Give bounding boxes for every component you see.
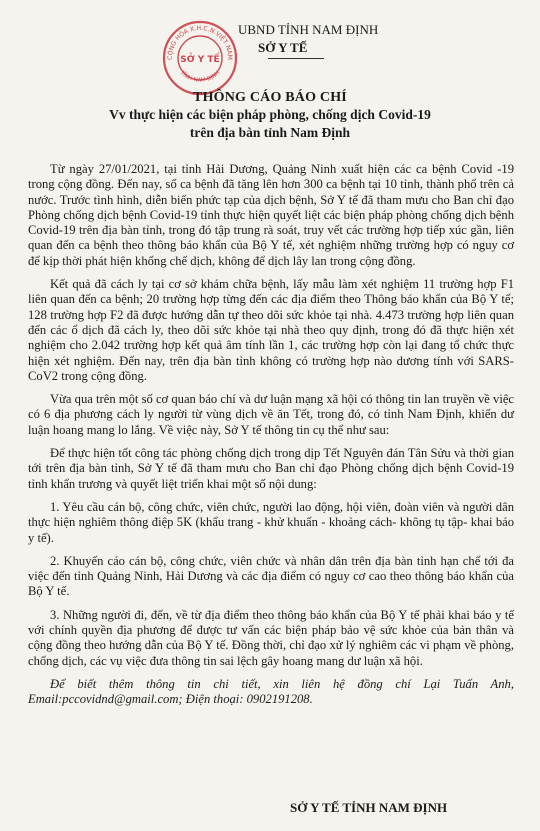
list-item: 1. Yêu cầu cán bộ, công chức, viên chức, người lao động, hội viên, đoàn viên và người dân thực hiện nghiêm thông điệp 5K (khẩu trang - khử khuẩn - khoảng cách- không tụ tập- khai báo y tế). [28,499,514,545]
contact-info: Để biết thêm thông tin chi tiết, xin liên hệ đồng chí Lại Tuấn Anh, Email:pccovidnd@gmail.com; Điện thoại: 0902191208. [28,676,514,707]
list-item: 2. Khuyến cáo cán bộ, công chức, viên chức và nhân dân trên địa bàn tỉnh hạn chế tới đa việc đến tỉnh Quảng Ninh, Hải Dương và các địa điểm có nguy cơ cao theo thông báo khẩn của Bộ Y tế. [28,553,514,599]
seal-ring-text: CỘNG HÒA X.H.C.N.VIỆT NAM [166,24,234,61]
header-underline [268,58,324,59]
document-body [28,162,514,716]
paragraph: Vừa qua trên một số cơ quan báo chí và dư luận mạng xã hội có thông tin lan truyền về việc có 6 địa phương cách ly người từ vùng dịch về ăn Tết, trong đó, có tỉnh Nam Định, khiến dư luận hoang mang lo lắng. Về việc này, Sở Y tế thông tin cụ thể như sau: [28,392,514,437]
parent-organization: UBND TỈNH NAM ĐỊNH [238,22,379,37]
svg-text:TỈNH NAM ĐỊNH [178,70,221,84]
document-title: THÔNG CÁO BÁO CHÍ [193,90,347,105]
document-subject-location: trên địa bàn tỉnh Nam Định [189,125,351,140]
issuing-department: SỞ Y TẾ [258,40,308,55]
seal-bottom-text: TỈNH NAM ĐỊNH [178,70,222,84]
paragraph: Từ ngày 27/01/2021, tại tỉnh Hải Dương, Quảng Ninh xuất hiện các ca bệnh Covid -19 trong cộng đồng. Đến nay, số ca bệnh đã tăng lên hơn 300 ca bệnh tại 10 tỉnh, thành phố trên cả nước. Trước tình hình, diễn biến phức tạp của dịch bệnh, Sở Y tế đã tham mưu cho Ban chỉ đạo Phòng chống dịch bệnh Covid-19 tỉnh thực hiện quyết liệt các biện pháp phòng chống dịch bệnh Covid-19 trên địa bàn tỉnh, trong đó tập trung rà soát, truy vết các trường hợp tiếp xúc gần, liên quan đến ca bệnh theo thông báo khẩn của Bộ Y tế, xét nghiệm những trường hợp có nguy cơ để kịp thời phát hiện khống chế dịch, không để dịch lây lan trong cộng đồng. [28,162,514,268]
paragraph: Để thực hiện tốt công tác phòng chống dịch trong dịp Tết Nguyên đán Tân Sửu và thời gian tới trên địa bàn tỉnh, Sở Y tế đã tham mưu cho Ban chỉ đạo Phòng chống dịch bệnh Covid-19 tỉnh khẩn trương và quyết liệt triển khai một số nội dung: [28,446,514,491]
document-subject: Vv thực hiện các biện pháp phòng, chống dịch Covid-19 [109,107,431,122]
list-item: 3. Những người đi, đến, về từ địa điểm theo thông báo khẩn của Bộ Y tế phải khai báo y tế với chính quyền địa phương để được tư vấn các biện pháp bảo vệ sức khỏe của bản thân và cộng đồng theo hướng dẫn của Bộ Y tế. Đồng thời, chỉ đạo xử lý nghiêm các vi phạm về phòng, chống dịch, các vụ việc đưa thông tin sai lệch gây hoang mang dư luận xã hội. [28,607,514,668]
document-title-block [0,90,540,142]
paragraph: Kết quả đã cách ly tại cơ sở khám chữa bệnh, lấy mẫu làm xét nghiệm 11 trường hợp F1 liên quan đến ca bệnh; 20 trường hợp từng đến các địa điểm theo Thông báo khẩn của Bộ Y tế; 128 trường hợp F2 đã được hướng dẫn tự theo dõi sức khỏe tại nhà. 4.473 trường hợp liên quan đến các ổ dịch đã cách ly, theo dõi sức khỏe tại nhà theo quy định, trong đó đã thực hiện xét nghiệm cho 2.042 trường hợp kết quả âm tính lần 1, các trường hợp còn lại đang tổ chức thực hiện xét nghiệm. Đến nay, trên địa bàn tỉnh không có trường hợp nào dương tính với SARS-CoV2 trong cộng đồng. [28,277,514,383]
signature-block: SỞ Y TẾ TỈNH NAM ĐỊNH [290,800,448,815]
official-seal-icon [160,18,240,98]
seal-center-text: SỞ Y TẾ [180,55,220,65]
